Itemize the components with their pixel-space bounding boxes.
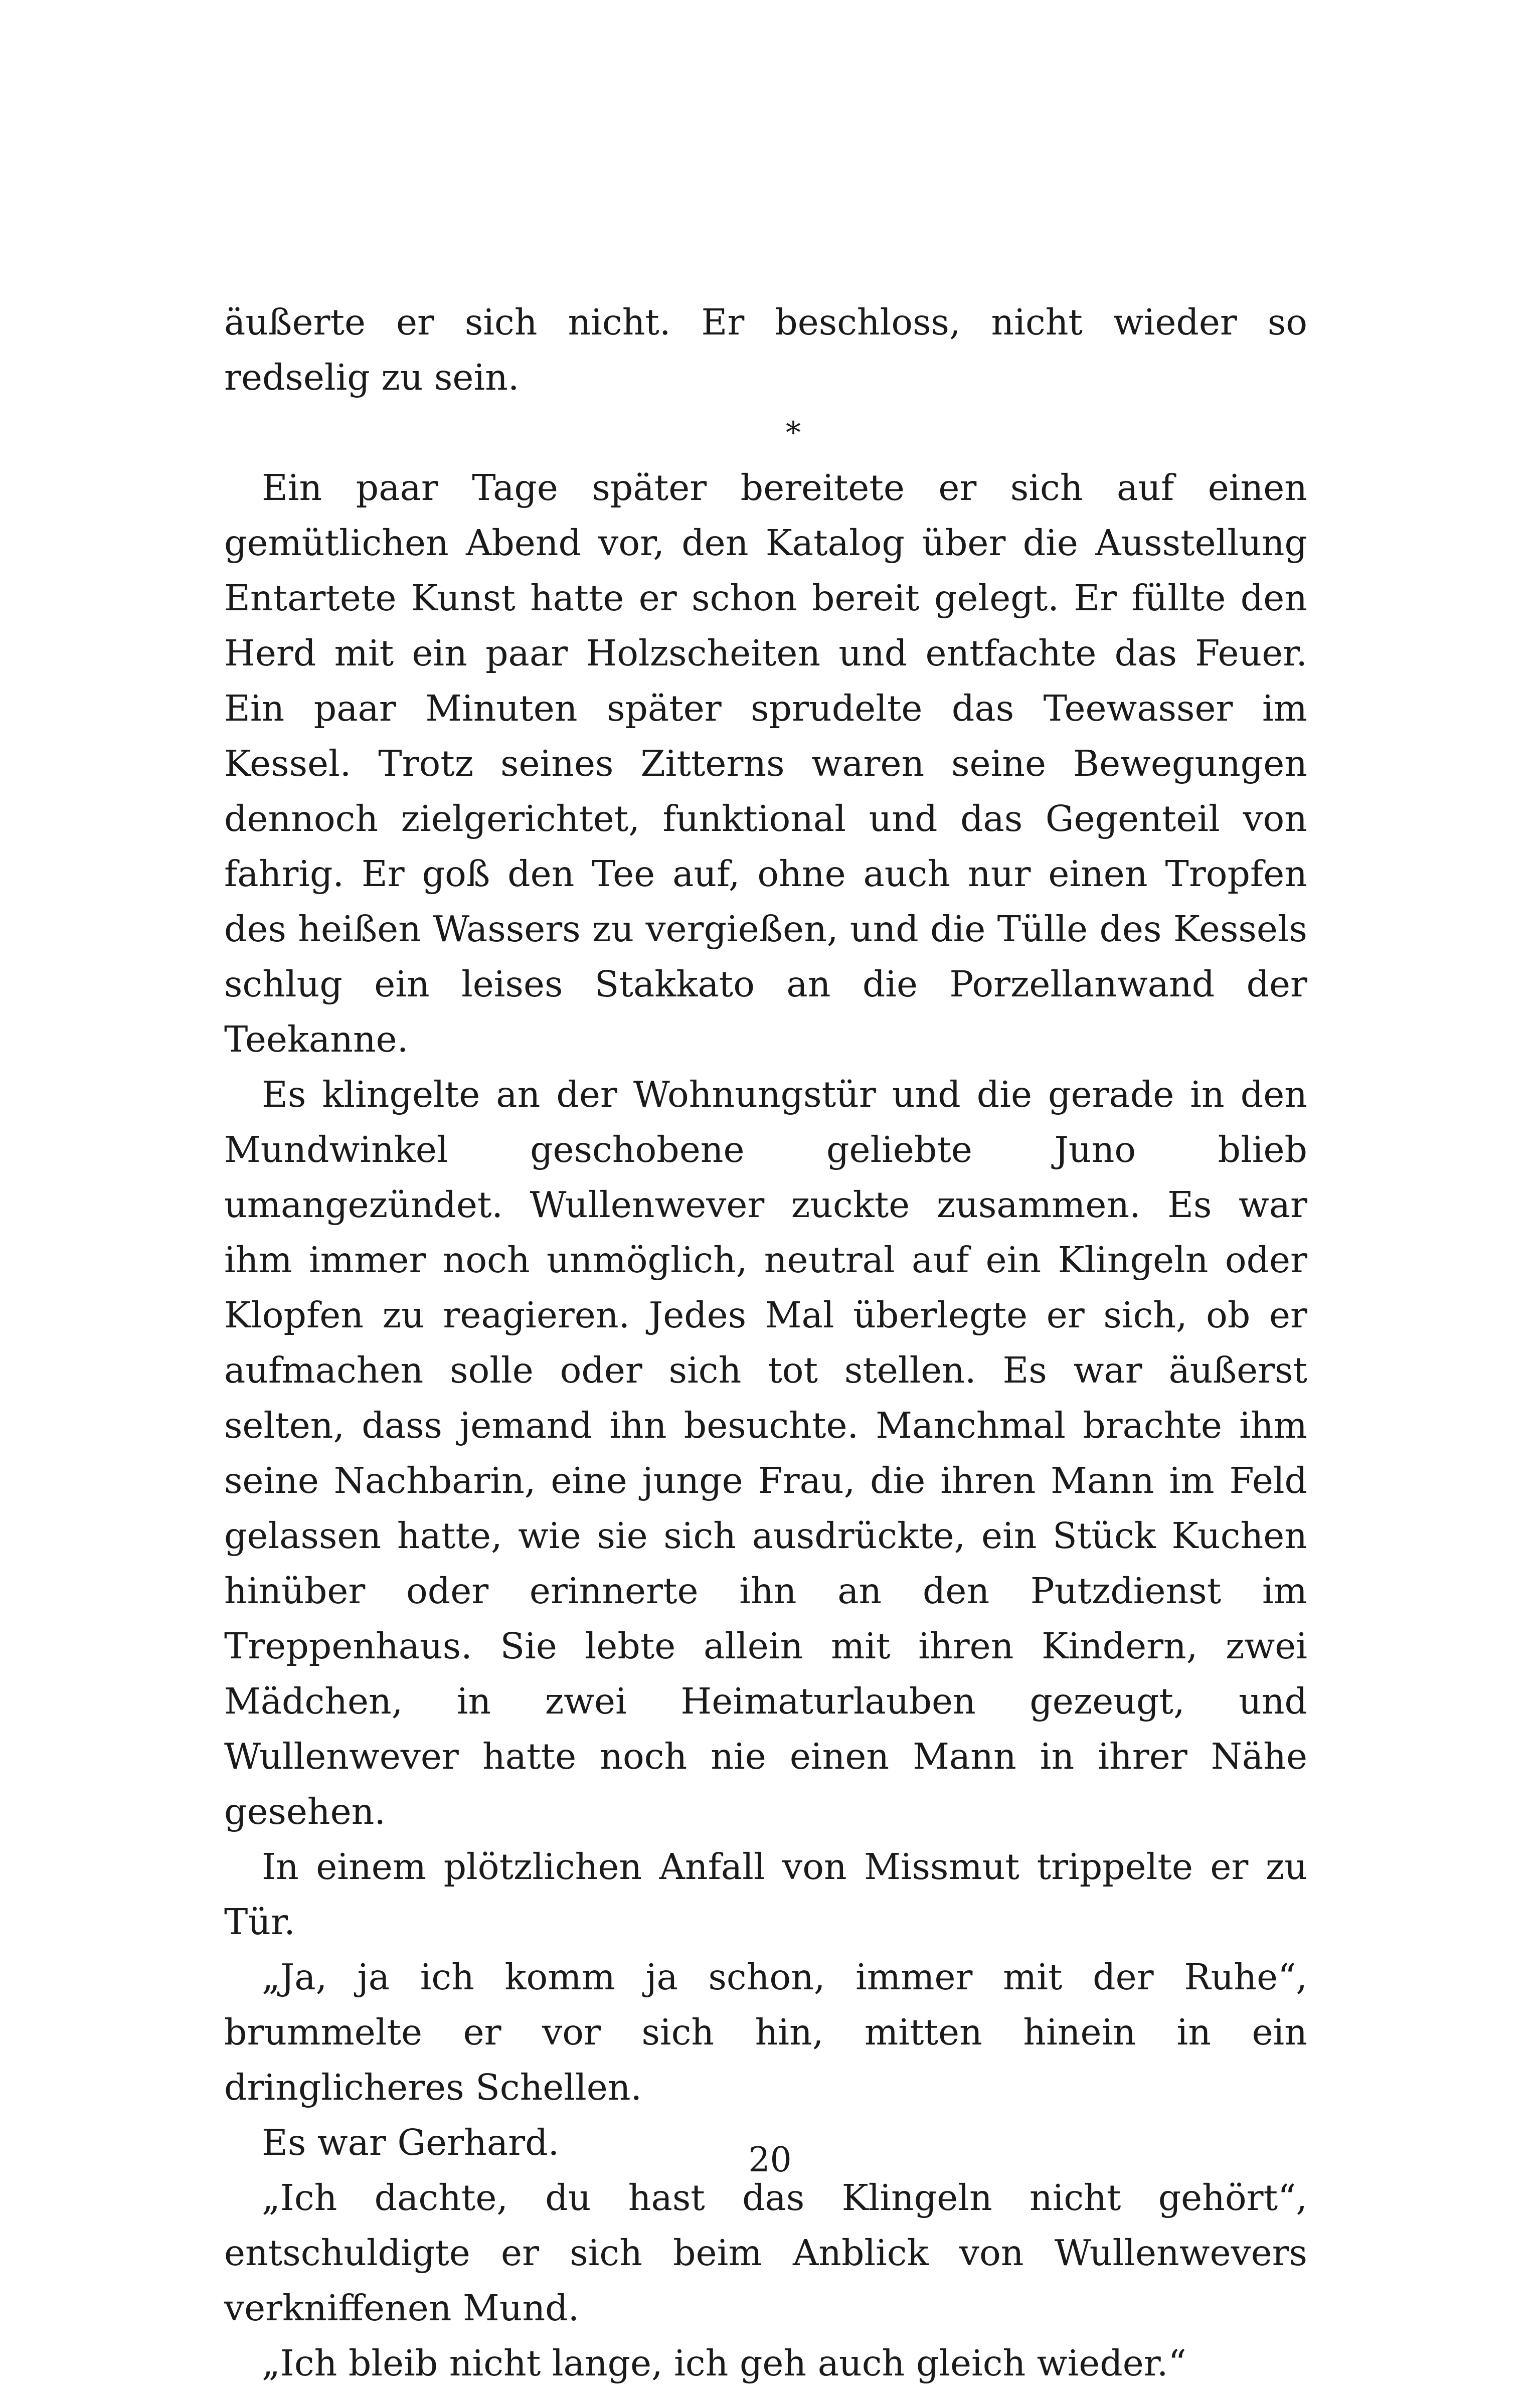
paragraph: Es war Gerhard. xyxy=(262,2122,560,2163)
paragraph: Ein paar Tage später bereitete er sich auf einen gemütlichen Abend vor, den Katalog über die Ausstellung Entartete Kunst hatte er schon bereit gelegt. Er füllte den Herd mit ein paar Holzscheiten und entfachte das Feuer. Ein paar Minuten später sprudelte das Teewasser im Kessel. Trotz seines Zitterns waren seine Bewegungen dennoch zielgerichtet, funktional und das Gegenteil von fahrig. Er goß den Tee auf, ohne auch nur einen Tropfen des heißen Wassers zu vergießen, und die Tülle des Kessels schlug ein leises Stakkato an die Porzellanwand der Teekanne. xyxy=(224,467,1307,1060)
section-separator: * xyxy=(786,415,801,450)
paragraph: In einem plötzlichen Anfall von Missmut trippelte er zu Tür. xyxy=(224,1846,1307,1943)
page-number: 20 xyxy=(748,2140,792,2180)
paragraph: „Ich dachte, du hast das Klingeln nicht gehört“, entschuldigte er sich beim Anblick von Wullenwevers verkniffenen Mund. xyxy=(224,2177,1307,2329)
body-text xyxy=(224,295,1307,2391)
paragraph: äußerte er sich nicht. Er beschloss, nicht wieder so redselig zu sein. xyxy=(224,301,1307,398)
paragraph: „Ja, ja ich komm ja schon, immer mit der Ruhe“, brummelte er vor sich hin, mitten hinein in ein dringlicheres Schellen. xyxy=(224,1956,1307,2108)
paragraph: „Ich bleib nicht lange, ich geh auch gleich wieder.“ xyxy=(262,2342,1186,2384)
paragraph: Es klingelte an der Wohnungstür und die gerade in den Mundwinkel geschobene geliebte Juno blieb umangezündet. Wullenwever zuckte zusammen. Es war ihm immer noch unmöglich, neutral auf ein Klingeln oder Klopfen zu reagieren. Jedes Mal überlegte er sich, ob er aufmachen solle oder sich tot stellen. Es war äußerst selten, dass jemand ihn besuchte. Manchmal brachte ihm seine Nachbarin, eine junge Frau, die ihren Mann im Feld gelassen hatte, wie sie sich ausdrückte, ein Stück Kuchen hinüber oder erinnerte ihn an den Putzdienst im Treppenhaus. Sie lebte allein mit ihren Kindern, zwei Mädchen, in zwei Heimaturlauben gezeugt, und Wullenwever hatte noch nie einen Mann in ihrer Nähe gesehen. xyxy=(224,1074,1307,1832)
